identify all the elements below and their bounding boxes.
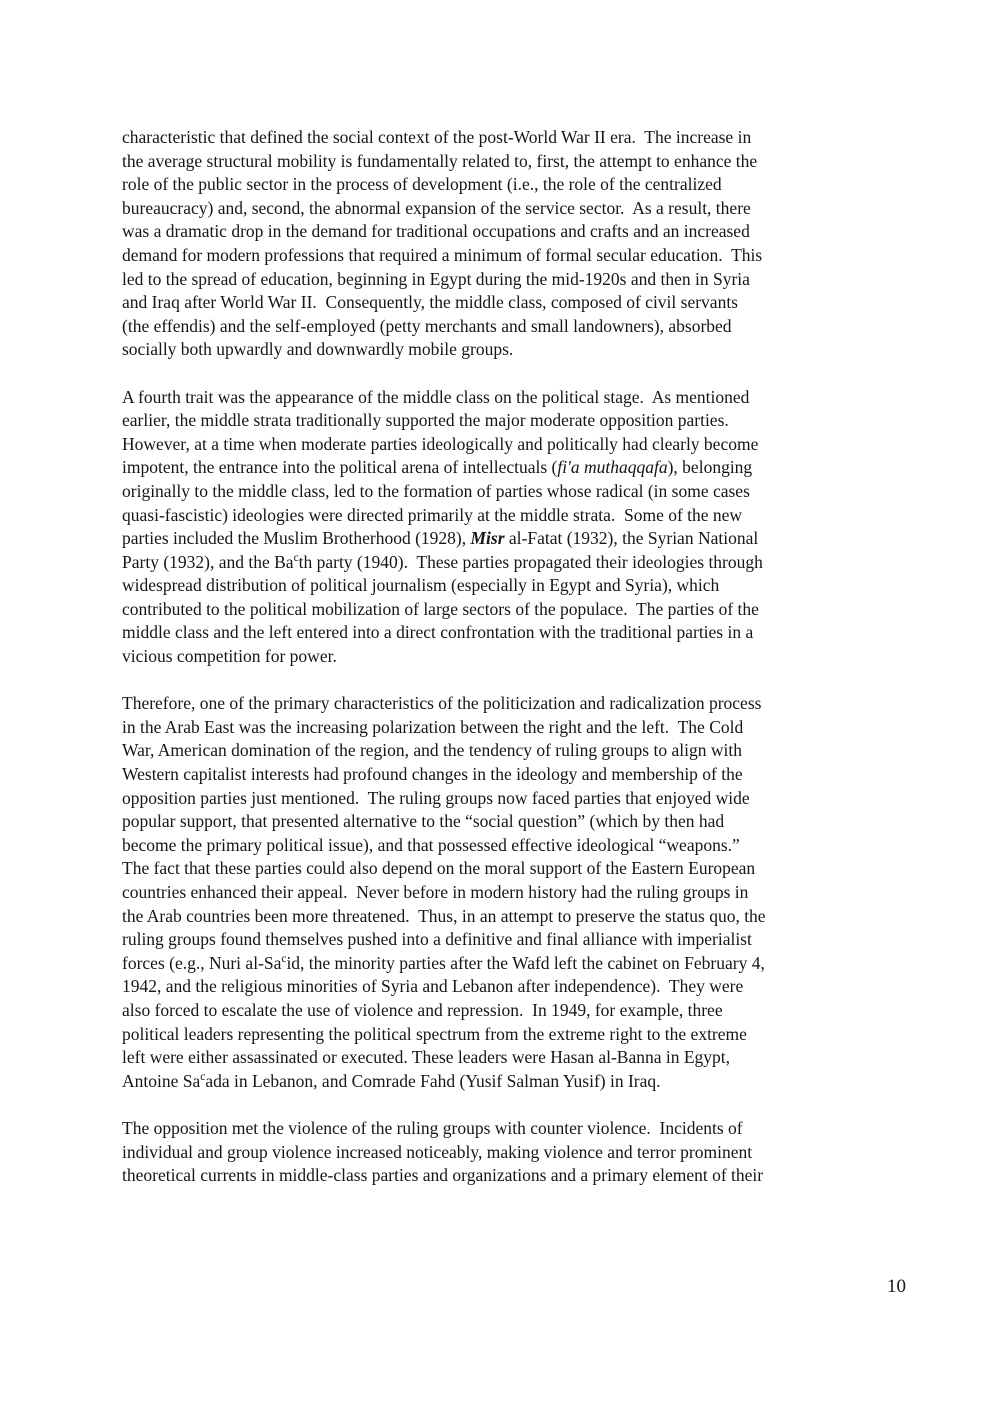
text-run: The fact that these parties could also depend on the moral support of the Eastern European [122,858,756,879]
text-run: left were either assassinated or executed. These leaders were Hasan al-Banna in Egypt, [122,1047,731,1068]
text-line [122,1141,874,1165]
text-line [122,763,874,787]
text-line [122,905,874,929]
text-run: demand for modern professions that required a minimum of formal secular education. This [122,244,763,265]
text-run: War, American domination of the region, and the tendency of ruling groups to align with [122,740,742,761]
text-line [122,456,874,480]
text-line [122,574,874,598]
text-run: earlier, the middle strata traditionally supported the major moderate opposition parties. [122,410,729,431]
page-number: 10 [887,1276,906,1297]
text-line [122,173,874,197]
text-run: in the Arab East was the increasing polarization between the right and the left. The Cold [122,716,744,737]
text-run: individual and group violence increased noticeably, making violence and terror prominent [122,1141,753,1162]
text-line [122,551,874,575]
text-line [122,787,874,811]
text-run: socially both upwardly and downwardly mobile groups. [122,339,514,360]
text-line [122,150,874,174]
text-line [122,527,874,551]
text-run: opposition parties just mentioned. The ruling groups now faced parties that enjoyed wide [122,787,750,808]
text-run: theoretical currents in middle-class parties and organizations and a primary element of their [122,1165,764,1186]
text-run: 1942, and the religious minorities of Syria and Lebanon after independence). They were [122,976,744,997]
text-run: characteristic that defined the social context of the post-World War II era. The increase in [122,127,752,147]
text-line [122,1070,874,1094]
text-line [122,881,874,905]
text-run: the average structural mobility is fundamentally related to, first, the attempt to enhance the [122,150,758,171]
text-line [122,1023,874,1047]
text-line [122,692,874,716]
text-line [122,598,874,622]
paragraph [122,386,874,669]
text-line [122,716,874,740]
paragraph [122,126,874,362]
text-run: Therefore, one of the primary characteristics of the politicization and radicalization process [122,693,762,714]
text-run: quasi-fascistic) ideologies were directed primarily at the middle strata. Some of the new [122,504,743,525]
text-run: impotent, the entrance into the political arena of intellectuals ( [122,457,558,478]
text-run: and Iraq after World War II. Consequently, the middle class, composed of civil servants [122,292,738,313]
text-line [122,1117,874,1141]
text-run-styled: c [281,952,287,965]
text-line [122,952,874,976]
text-run: contributed to the political mobilization of large sectors of the populace. The parties of the [122,598,759,619]
paragraph [122,1117,874,1188]
text-line [122,386,874,410]
text-run: countries enhanced their appeal. Never before in modern history had the ruling groups in [122,882,749,902]
text-line [122,268,874,292]
text-line [122,504,874,528]
text-line [122,409,874,433]
text-line [122,197,874,221]
text-line [122,291,874,315]
body-text [122,126,874,1211]
text-run: Party (1932), and the Ba [122,551,294,572]
text-line [122,810,874,834]
text-run: led to the spread of education, beginning in Egypt during the mid-1920s and then in Syria [122,268,750,289]
text-run-styled: c [293,551,299,564]
text-run: political leaders representing the political spectrum from the extreme right to the extreme [122,1023,747,1044]
text-line [122,1164,874,1188]
text-run: the Arab countries been more threatened. Thus, in an attempt to preserve the status quo, the [122,905,766,926]
text-run: role of the public sector in the process of development (i.e., the role of the centralized [122,174,722,195]
text-run: However, at a time when moderate parties ideologically and politically had clearly become [122,433,759,454]
text-run: middle class and the left entered into a direct confrontation with the traditional parties in a [122,622,754,643]
text-run: id, the minority parties after the Wafd left the cabinet on February 4, [286,952,765,973]
text-line [122,126,874,150]
text-run: ruling groups found themselves pushed into a definitive and final alliance with imperialist [122,929,752,950]
text-run: (the effendis) and the self-employed (petty merchants and small landowners), absorbed [122,315,732,336]
text-line [122,244,874,268]
text-run: vicious competition for power. [122,646,337,667]
text-run: The opposition met the violence of the ruling groups with counter violence. Incidents of [122,1117,743,1138]
text-line [122,480,874,504]
text-line [122,315,874,339]
text-run: parties included the Muslim Brotherhood (1928), [122,528,471,549]
text-line [122,928,874,952]
text-run: ada in Lebanon, and Comrade Fahd (Yusif Salman Yusif) in Iraq. [205,1070,661,1091]
text-run: bureaucracy) and, second, the abnormal expansion of the service sector. As a result, there [122,197,751,218]
text-line [122,857,874,881]
text-line [122,645,874,669]
text-run-styled: c [200,1070,206,1083]
text-line [122,220,874,244]
text-run: widespread distribution of political journalism (especially in Egypt and Syria), which [122,575,720,596]
text-line [122,621,874,645]
text-line [122,739,874,763]
text-line [122,834,874,858]
text-run: Antoine Sa [122,1070,201,1091]
text-run: was a dramatic drop in the demand for traditional occupations and crafts and an increased [122,221,750,242]
text-run: become the primary political issue), and that possessed effective ideological “weapons.” [122,834,740,855]
text-line [122,433,874,457]
text-run: Western capitalist interests had profound changes in the ideology and membership of the [122,764,743,785]
text-line [122,999,874,1023]
text-line [122,1046,874,1070]
paragraph [122,692,874,1093]
text-run: also forced to escalate the use of violence and repression. In 1949, for example, three [122,999,723,1020]
text-run: originally to the middle class, led to the formation of parties whose radical (in some cases [122,480,750,501]
text-line [122,338,874,362]
text-run: ), belonging [667,457,753,478]
text-run: al-Fatat (1932), the Syrian National [504,528,759,549]
text-line [122,975,874,999]
text-run: th party (1940). These parties propagated their ideologies through [298,551,763,572]
text-run: A fourth trait was the appearance of the middle class on the political stage. As mentioned [122,386,750,407]
text-run-styled: fi'a muthaqqafa [557,457,668,478]
text-run: forces (e.g., Nuri al-Sa [122,952,282,973]
text-run-styled: Misr [470,528,505,549]
text-run: popular support, that presented alternative to the “social question” (which by then had [122,811,725,832]
